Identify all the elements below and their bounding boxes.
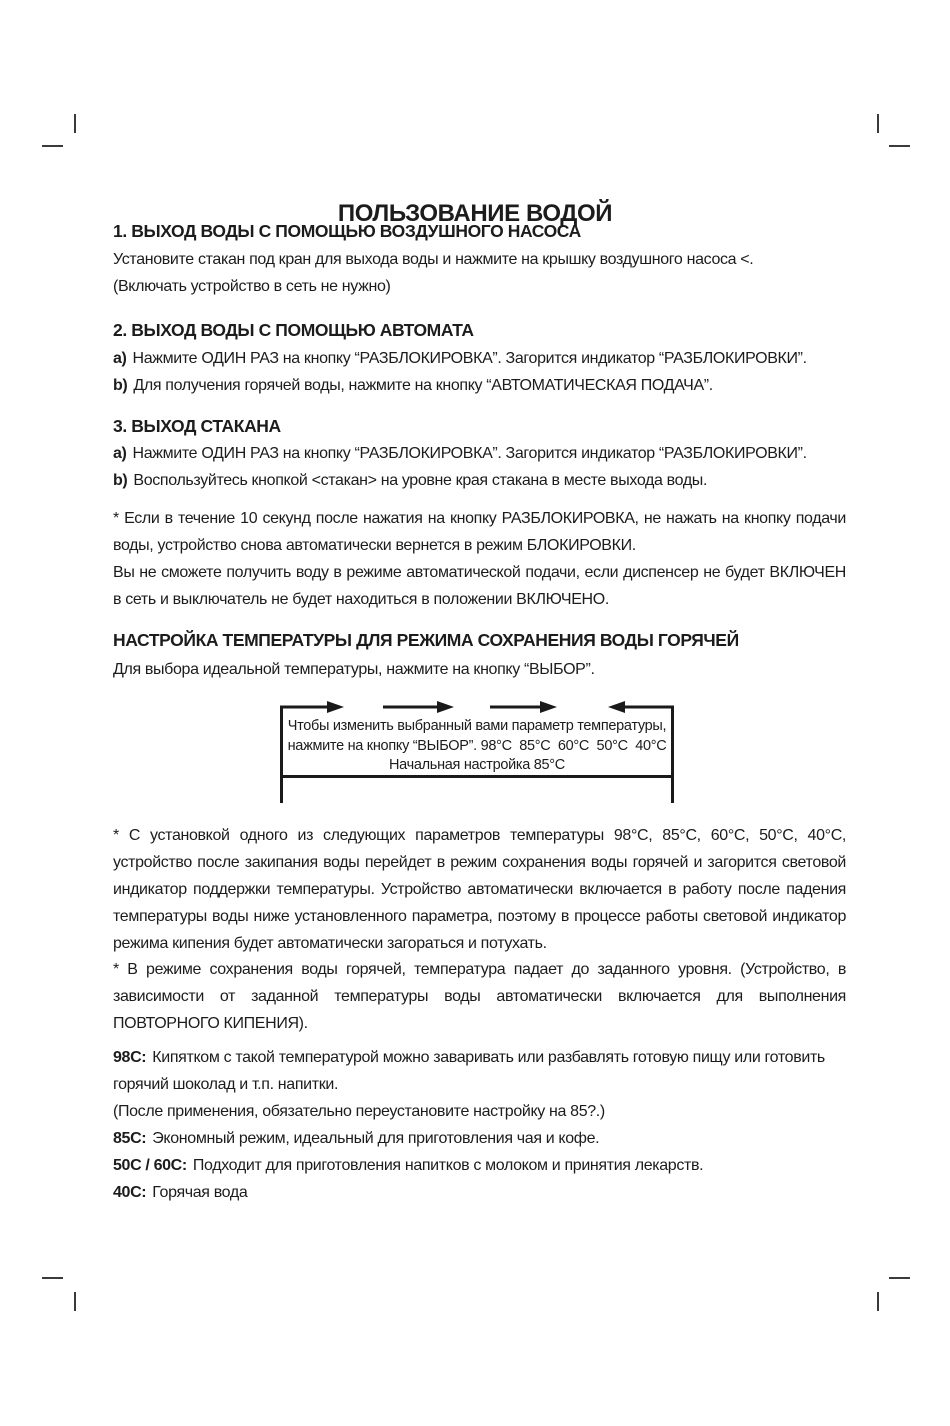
section1-heading: 1. ВЫХОД ВОДЫ С ПОМОЩЬЮ ВОЗДУШНОГО НАСОСА xyxy=(113,221,581,241)
item-a-label: a) xyxy=(113,445,127,462)
item-a-label: a) xyxy=(113,350,127,367)
crop-mark-top-left-horizontal xyxy=(42,145,63,147)
callout-bottom-line xyxy=(280,775,674,778)
temp-mode-98-text: Кипятком с такой температурой можно заваривать или разбавлять готовую пищу или готовить горячий шоколад и т.п. напитки. xyxy=(113,1049,825,1093)
item-b-text: Для получения горячей воды, нажмите на кнопку “АВТОМАТИЧЕСКАЯ ПОДАЧА”. xyxy=(133,377,713,394)
temp-mode-40-text: Горячая вода xyxy=(152,1184,248,1201)
item-b-text: Воспользуйтесь кнопкой <стакан> на уровне края стакана в месте выхода воды. xyxy=(133,472,708,489)
item-a-text: Нажмите ОДИН РАЗ на кнопку “РАЗБЛОКИРОВКА”. Загорится индикатор “РАЗБЛОКИРОВКИ”. xyxy=(132,445,807,462)
temp-mode-98-label: 98C: xyxy=(113,1049,147,1066)
section3-item-a xyxy=(113,440,846,467)
section2-item-a xyxy=(113,345,846,372)
temp-mode-85-label: 85C: xyxy=(113,1130,147,1147)
cycle-arrows-icon xyxy=(280,700,674,714)
section2-body xyxy=(113,345,846,399)
temp-mode-50-60-text: Подходит для приготовления напитков с молоком и принятия лекарств. xyxy=(192,1157,704,1174)
crop-mark-bottom-right-vertical xyxy=(877,1292,879,1311)
section1-line2: (Включать устройство в сеть не нужно) xyxy=(113,278,391,295)
section1-line1: Установите стакан под кран для выхода воды и нажмите на крышку воздушного насоса <. xyxy=(113,251,754,268)
section3-body xyxy=(113,440,846,494)
power-note: Вы не сможете получить воду в режиме автоматической подачи, если диспенсер не будет ВКЛЮЧЕН в сеть и выключатель не будет находиться в положении ВКЛЮЧЕНО. xyxy=(113,564,846,608)
temperature-heading: НАСТРОЙКА ТЕМПЕРАТУРЫ ДЛЯ РЕЖИМА СОХРАНЕНИЯ ВОДЫ ГОРЯЧЕЙ xyxy=(113,630,739,650)
item-a-text: Нажмите ОДИН РАЗ на кнопку “РАЗБЛОКИРОВКА”. Загорится индикатор “РАЗБЛОКИРОВКИ”. xyxy=(132,350,807,367)
crop-mark-bottom-left-horizontal xyxy=(42,1277,63,1279)
temp-mode-98 xyxy=(113,1044,846,1098)
section3-heading: 3. ВЫХОД СТАКАНА xyxy=(113,416,281,436)
temperature-callout-box xyxy=(280,707,674,803)
temp-mode-85-text: Экономный режим, идеальный для приготовления чая и кофе. xyxy=(152,1130,600,1147)
callout-line2: нажмите на кнопку “ВЫБОР”. 98°C 85°C 60°C 50°C 40°C xyxy=(287,737,667,754)
section2-heading: 2. ВЫХОД ВОДЫ С ПОМОЩЬЮ АВТОМАТА xyxy=(113,320,474,340)
crop-mark-top-right-horizontal xyxy=(889,145,910,147)
crop-mark-bottom-right-horizontal xyxy=(889,1277,910,1279)
section2-item-b xyxy=(113,372,846,399)
reboil-paragraph: * В режиме сохранения воды горячей, температура падает до заданного уровня. (Устройство, в зависимости от заданной температуры воды автоматически включается для выполнения ПОВТОРНОГО КИПЕНИЯ). xyxy=(113,961,846,1032)
callout-text xyxy=(283,707,671,776)
temperature-modes xyxy=(113,1044,846,1206)
item-b-label: b) xyxy=(113,472,128,489)
section1-body xyxy=(113,246,846,300)
temp-reset-note: (После применения, обязательно переустановите настройку на 85?.) xyxy=(113,1103,605,1120)
callout-line1: Чтобы изменить выбранный вами параметр температуры, xyxy=(287,718,667,734)
crop-mark-bottom-left-vertical xyxy=(74,1292,76,1311)
temp-mode-50-60 xyxy=(113,1152,846,1179)
item-b-label: b) xyxy=(113,377,128,394)
temp-mode-85 xyxy=(113,1125,846,1152)
temp-mode-40-label: 40C: xyxy=(113,1184,147,1201)
crop-mark-top-left-vertical xyxy=(74,114,76,133)
temp-mode-40 xyxy=(113,1179,846,1206)
callout-line3: Начальная настройка 85°C xyxy=(389,757,565,773)
crop-mark-top-right-vertical xyxy=(877,114,879,133)
section3-item-b xyxy=(113,467,846,494)
unlock-note: * Если в течение 10 секунд после нажатия на кнопку РАЗБЛОКИРОВКА, не нажать на кнопку подачи воды, устройство снова автоматически вернется в режим БЛОКИРОВКИ. xyxy=(113,510,846,554)
keep-warm-paragraph: * С установкой одного из следующих параметров температуры 98°C, 85°C, 60°C, 50°C, 40°C, устройство после закипания воды перейдет в режим сохранения воды горячей и загорится световой индикатор поддержки температуры. Устройство автоматически включается в работу после падения температуры воды ниже установленного параметра, поэтому в процессе работы световой индикатор режима кипения будет автоматически загораться и потухать. xyxy=(113,827,846,952)
page-title: ПОЛЬЗОВАНИЕ ВОДОЙ xyxy=(337,200,613,228)
temperature-intro: Для выбора идеальной температуры, нажмите на кнопку “ВЫБОР”. xyxy=(113,661,595,678)
temp-mode-50-60-label: 50C / 60C: xyxy=(113,1157,187,1174)
